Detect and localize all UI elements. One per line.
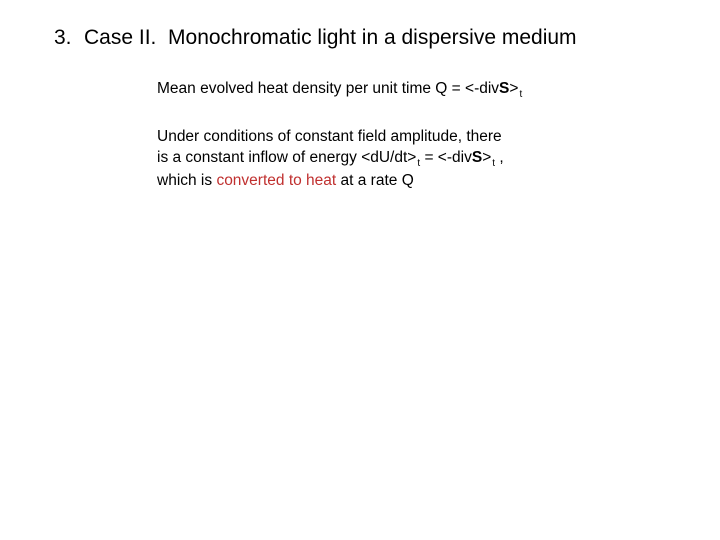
bracket-close: > xyxy=(509,80,519,97)
heat-density-text: Mean evolved heat density per unit time Q = <-div xyxy=(157,80,500,97)
time-subscript: t xyxy=(417,158,421,169)
time-subscript: t xyxy=(492,158,496,169)
paragraph-energy-inflow xyxy=(157,126,697,191)
slide-title xyxy=(54,24,577,52)
poynting-vector-symbol: S xyxy=(499,80,510,97)
time-subscript: t xyxy=(519,89,523,100)
paragraph-line-1: Under conditions of constant field amplitude, there xyxy=(157,128,502,145)
paragraph-line xyxy=(157,78,697,101)
highlighted-phrase: converted to heat xyxy=(216,172,337,189)
which-is-text: which is xyxy=(157,172,217,189)
paragraph-heat-density xyxy=(157,78,697,101)
paragraph-line-3 xyxy=(157,170,697,191)
poynting-vector-symbol: S xyxy=(471,149,483,166)
section-heading: Case II. Monochromatic light in a dispersive medium xyxy=(84,26,577,49)
equals-div-text: = <-div xyxy=(420,149,472,166)
section-number: 3. xyxy=(54,26,72,49)
bracket-close: > xyxy=(482,149,492,166)
energy-inflow-text: is a constant inflow of energy <dU/dt> xyxy=(157,149,417,166)
paragraph-line-2 xyxy=(157,147,697,170)
trailing-comma: , xyxy=(495,149,504,166)
rate-text: at a rate Q xyxy=(336,172,414,189)
